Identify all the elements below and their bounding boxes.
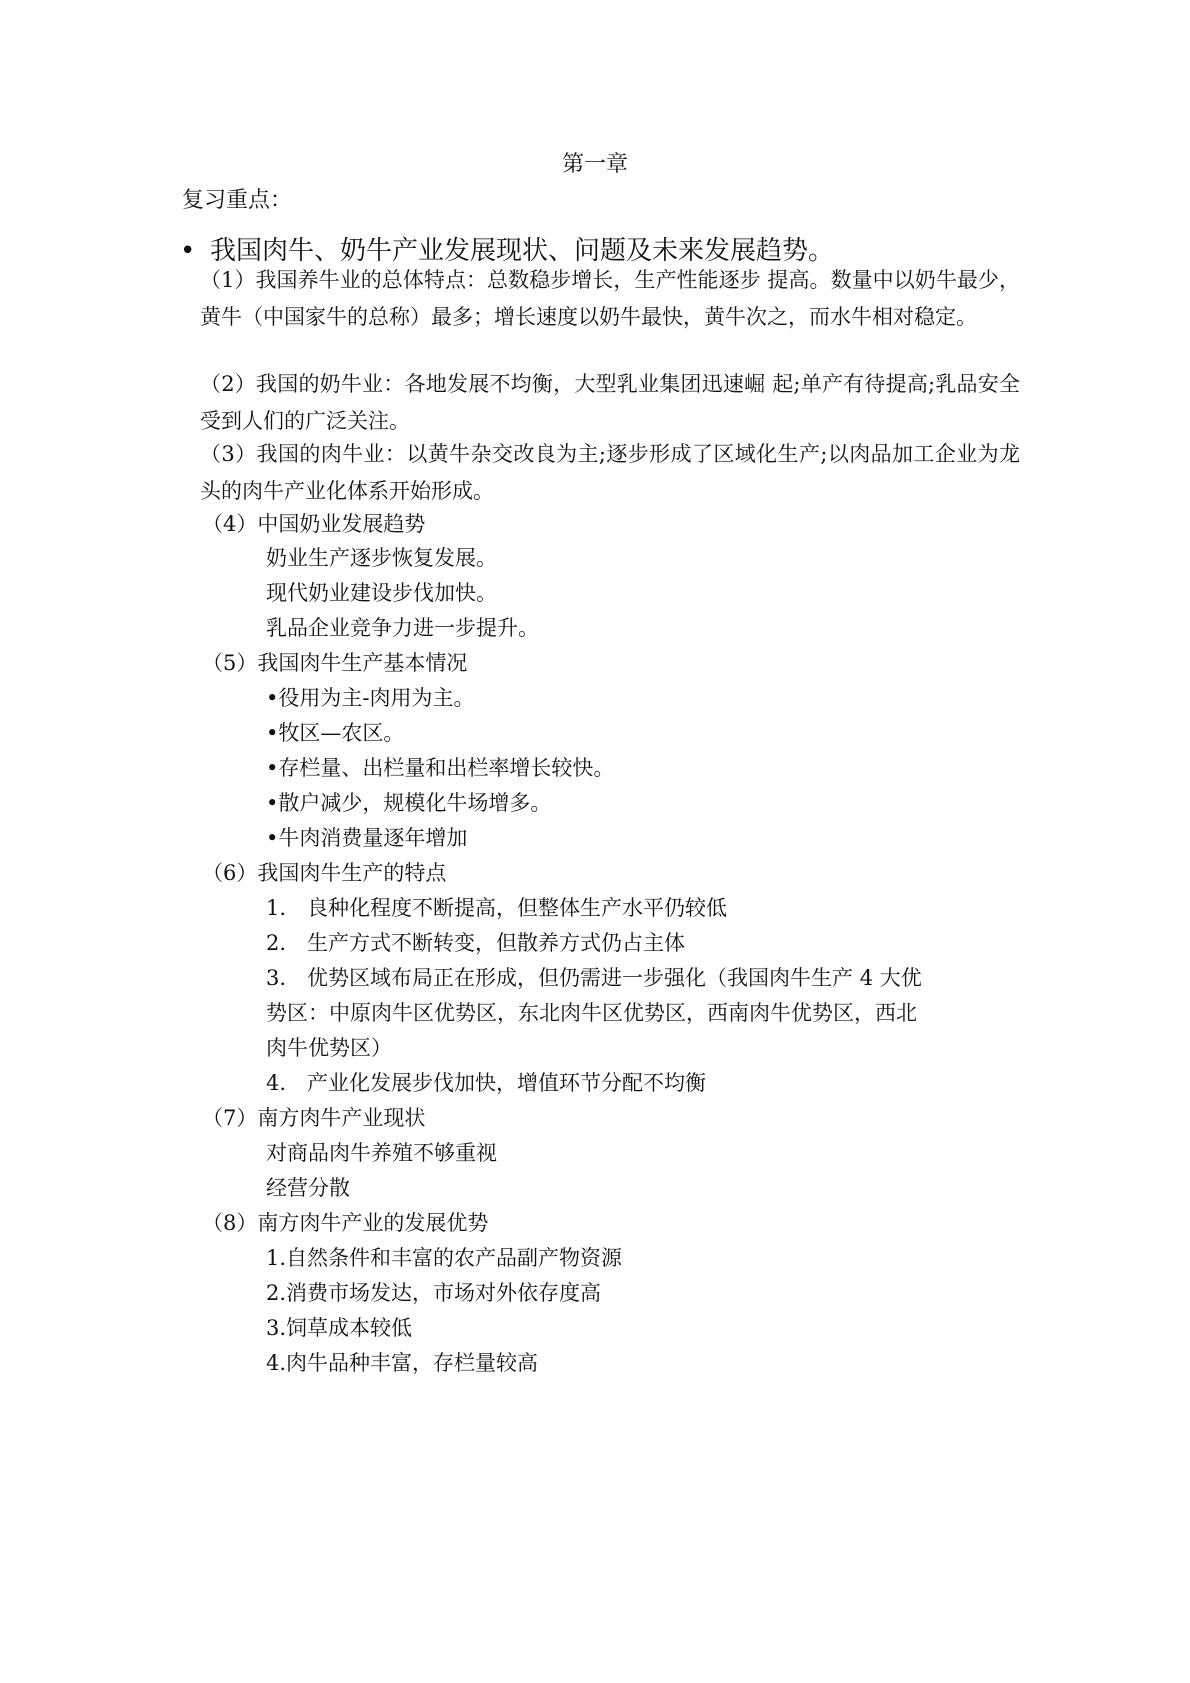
list-item: 3. 优势区域布局正在形成，但仍需进一步强化（我国肉牛生产 4 大优 — [266, 966, 922, 990]
list-item: 现代奶业建设步伐加快。 — [266, 581, 497, 605]
list-item: 2. 生产方式不断转变，但散养方式仍占主体 — [266, 931, 686, 955]
review-heading: 复习重点： — [182, 188, 293, 213]
list-item: •役用为主-肉用为主。 — [266, 686, 475, 710]
list-item: 3.饲草成本较低 — [266, 1316, 413, 1340]
section-7-heading: （7）南方肉牛产业现状 — [202, 1106, 426, 1130]
section-8-heading: （8）南方肉牛产业的发展优势 — [202, 1211, 489, 1235]
paragraph-2: （2）我国的奶牛业：各地发展不均衡，大型乳业集团迅速崛 起;单产有待提高;乳品安全受到人们的广泛关注。 — [200, 372, 1020, 433]
main-bullet-text: 我国肉牛、奶牛产业发展现状、问题及未来发展趋势。 — [210, 236, 835, 266]
chapter-title: 第一章 — [561, 152, 628, 177]
list-item: •牧区—农区。 — [266, 721, 405, 745]
list-item-continuation: 肉牛优势区） — [266, 1036, 392, 1060]
list-item: 对商品肉牛养殖不够重视 — [266, 1141, 497, 1165]
list-item: 4. 产业化发展步伐加快，增值环节分配不均衡 — [266, 1071, 707, 1095]
list-item: 2.消费市场发达，市场对外依存度高 — [266, 1281, 602, 1305]
paragraph-3: （3）我国的肉牛业：以黄牛杂交改良为主;逐步形成了区域化生产;以肉品加工企业为龙头的肉牛产业化体系开始形成。 — [200, 442, 1020, 503]
section-4-heading: （4）中国奶业发展趋势 — [202, 512, 426, 536]
list-item: 1. 良种化程度不断提高，但整体生产水平仍较低 — [266, 896, 728, 920]
bullet-icon: • — [180, 236, 196, 266]
list-item: •散户减少，规模化牛场增多。 — [266, 791, 552, 815]
list-item: 乳品企业竞争力进一步提升。 — [266, 616, 539, 640]
section-5-heading: （5）我国肉牛生产基本情况 — [202, 651, 468, 675]
list-item: •存栏量、出栏量和出栏率增长较快。 — [266, 756, 615, 780]
list-item: 经营分散 — [266, 1176, 350, 1200]
list-item: •牛肉消费量逐年增加 — [266, 826, 468, 850]
list-item: 4.肉牛品种丰富，存栏量较高 — [266, 1351, 539, 1375]
section-6-heading: （6）我国肉牛生产的特点 — [202, 861, 447, 885]
list-item: 奶业生产逐步恢复发展。 — [266, 546, 497, 570]
paragraph-1: （1）我国养牛业的总体特点：总数稳步增长，生产性能逐步 提高。数量中以奶牛最少，黄牛（中国家牛的总称）最多；增长速度以奶牛最快，黄牛次之，而水牛相对稳定。 — [200, 268, 1020, 329]
list-item: 1.自然条件和丰富的农产品副产物资源 — [266, 1246, 623, 1270]
list-item-continuation: 势区：中原肉牛区优势区，东北肉牛区优势区，西南肉牛优势区，西北 — [266, 1001, 917, 1025]
